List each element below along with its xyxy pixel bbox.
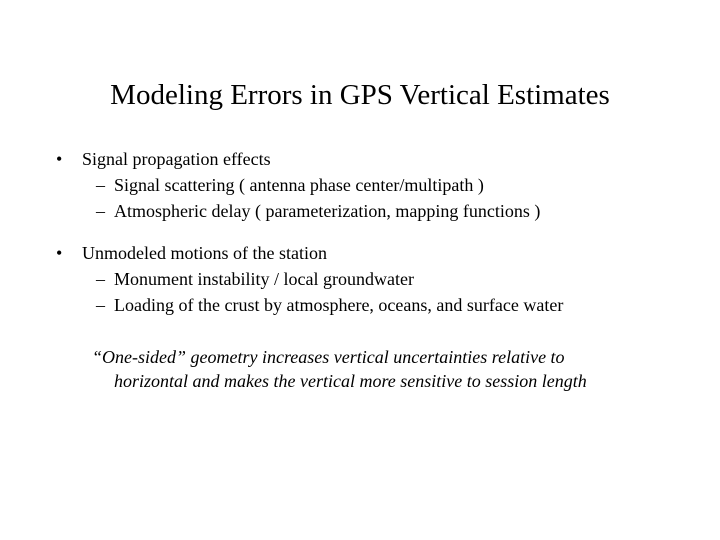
dash-marker: – (96, 269, 105, 289)
bullet-item (56, 240, 327, 266)
sub-bullet-text: Atmospheric delay ( parameterization, mapping functions ) (114, 201, 541, 221)
sub-bullet-item (96, 266, 414, 292)
sub-bullet-text: Signal scattering ( antenna phase center/multipath ) (114, 175, 484, 195)
note-line-2: horizontal and makes the vertical more sensitive to session length (114, 371, 587, 391)
bullet-text: Signal propagation effects (82, 149, 271, 169)
note-line-1: “One-sided” geometry increases vertical uncertainties relative to (92, 347, 565, 367)
dash-marker: – (96, 175, 105, 195)
bullet-item (56, 146, 271, 172)
dash-marker: – (96, 201, 105, 221)
sub-bullet-item (96, 172, 484, 198)
sub-bullet-text: Monument instability / local groundwater (114, 269, 414, 289)
bullet-marker: • (56, 243, 63, 263)
sub-bullet-item (96, 292, 563, 318)
bullet-text: Unmodeled motions of the station (82, 243, 327, 263)
dash-marker: – (96, 295, 105, 315)
slide-title: Modeling Errors in GPS Vertical Estimates (110, 79, 610, 111)
sub-bullet-item (96, 198, 540, 224)
bullet-marker: • (56, 149, 63, 169)
sub-bullet-text: Loading of the crust by atmosphere, oceans, and surface water (114, 295, 564, 315)
